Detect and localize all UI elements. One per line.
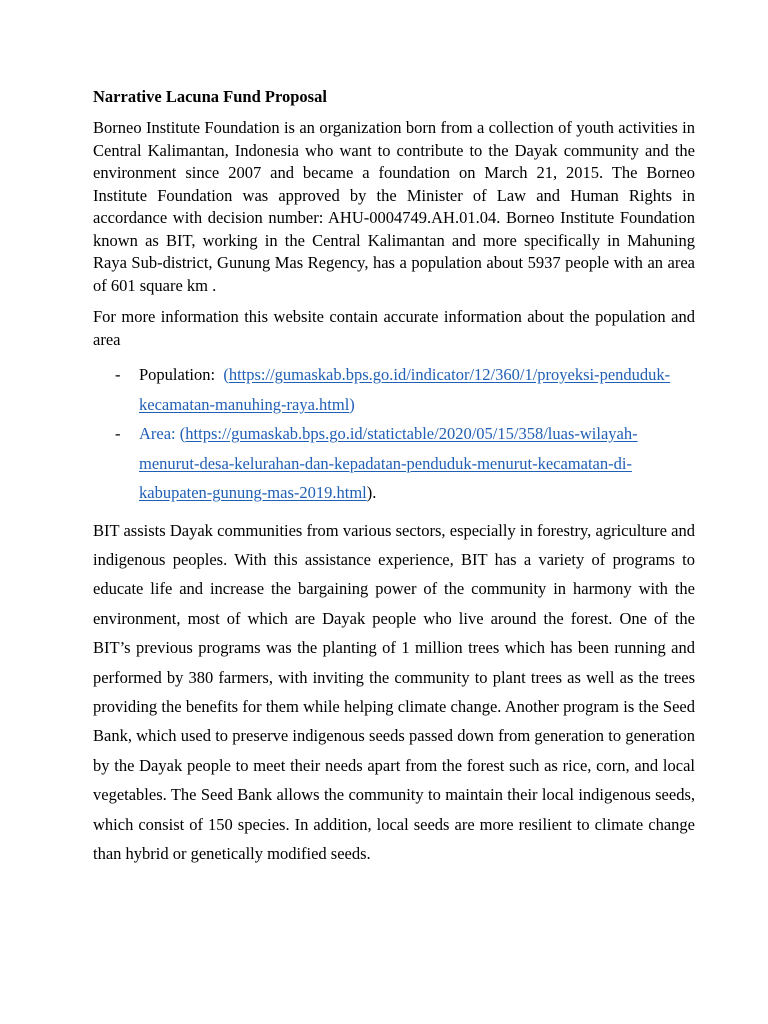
info-paragraph: For more information this website contain accurate information about the population and area xyxy=(93,307,695,349)
document-page xyxy=(93,86,695,868)
list-dash: - xyxy=(115,424,121,443)
population-label: Population: xyxy=(139,365,216,384)
population-link[interactable]: https://gumaskab.bps.go.id/indicator/12/360/1/proyeksi-penduduk-kecamatan-manuhing-raya.html xyxy=(139,365,671,414)
population-list-item xyxy=(93,360,695,419)
list-dash: - xyxy=(115,365,121,384)
population-link-close-paren: ) xyxy=(349,394,355,414)
population-link-open-paren: ( xyxy=(223,365,229,384)
source-link-list xyxy=(93,360,695,508)
area-link[interactable]: https://gumaskab.bps.go.id/statictable/2020/05/15/358/luas-wilayah-menurut-desa-kelurahan-dan-kepadatan-penduduk-menurut-kecamatan-di-kabupaten-gunung-mas-2019.html xyxy=(139,424,638,502)
area-list-item xyxy=(93,419,695,508)
area-label: Area: xyxy=(139,424,176,443)
programs-paragraph: BIT assists Dayak communities from various sectors, especially in forestry, agriculture and indigenous peoples. With this assistance experience, BIT has a variety of programs to educate life and increase the bargaining power of the community in harmony with the environment, most of which are Dayak people who live around the forest. One of the BIT’s previous programs was the planting of 1 million trees which has been running and performed by 380 farmers, with inviting the community to plant trees as well as the trees providing the benefits for them while helping climate change. Another program is the Seed Bank, which used to preserve indigenous seeds passed down from generation to generation by the Dayak people to meet their needs apart from the forest such as rice, corn, and local vegetables. The Seed Bank allows the community to maintain their local indigenous seeds, which consist of 150 species. In addition, local seeds are more resilient to climate change than hybrid or genetically modified seeds. xyxy=(93,520,695,863)
area-link-open-paren: ( xyxy=(179,424,186,443)
area-link-close-paren: ). xyxy=(366,483,377,502)
document-title: Narrative Lacuna Fund Proposal xyxy=(93,87,327,106)
intro-paragraph: Borneo Institute Foundation is an organization born from a collection of youth activities in Central Kalimantan, Indonesia who want to contribute to the Dayak community and the environment since 2007 and became a foundation on March 21, 2015. The Borneo Institute Foundation was approved by the Minister of Law and Human Rights in accordance with decision number: AHU-0004749.AH.01.04. Borneo Institute Foundation known as BIT, working in the Central Kalimantan and more specifically in Mahuning Raya Sub-district, Gunung Mas Regency, has a population about 5937 people with an area of 601 square km . xyxy=(93,118,695,295)
